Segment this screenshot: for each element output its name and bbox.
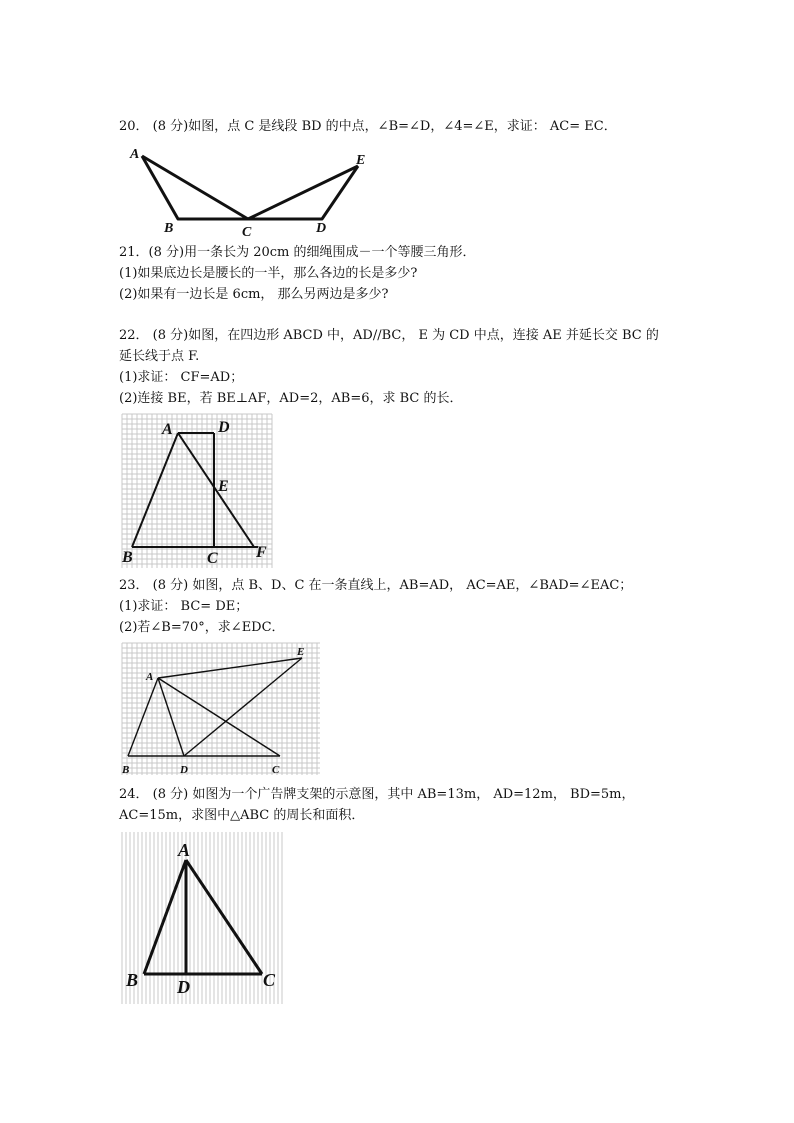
q22-label-a: A: [162, 421, 173, 438]
q23-part2: (2)若∠B=70°，求∠EDC．: [119, 620, 285, 635]
q23-figure: [122, 643, 320, 775]
q22-label-b: B: [122, 549, 133, 566]
q20-label-d: D: [316, 221, 327, 236]
q24-line2: AC=15m，求图中△ABC 的周长和面积．: [119, 808, 365, 823]
q24-line1: 24． (8 分) 如图为一个广告牌支架的示意图，其中 AB=13m， AD=12m， BD=5m，: [119, 787, 635, 802]
q20-label-b: B: [164, 221, 174, 236]
q23-part1: (1)求证： BC= DE；: [119, 599, 249, 614]
q22-label-c: C: [207, 550, 218, 567]
q23-line1: 23． (8 分) 如图，点 B、D、C 在一条直线上，AB=AD， AC=AE，∠BAD=∠EAC；: [119, 578, 633, 593]
q21-part1: (1)如果底边长是腰长的一半，那么各边的长是多少?: [119, 266, 418, 281]
q20-figure: [128, 144, 378, 240]
q23-label-b: B: [122, 764, 130, 776]
q24-label-c: C: [263, 970, 276, 990]
q23-label-d: D: [180, 764, 188, 776]
q20-label-a: A: [130, 147, 140, 162]
q21-title: 21．(8 分)用一条长为 20cm 的细绳围成－一个等腰三角形．: [119, 245, 476, 260]
q22-label-d: D: [218, 419, 230, 436]
q22-line2: 延长线于点 F.: [119, 349, 200, 364]
q22-line1: 22． (8 分)如图，在四边形 ABCD 中，AD//BC， E 为 CD 中点，连接 AE 并延长交 BC 的: [119, 328, 659, 343]
q24-label-a: A: [178, 840, 191, 860]
q24-label-d: D: [177, 977, 190, 997]
q23-label-e: E: [297, 646, 305, 658]
q20-label-e: E: [356, 153, 366, 168]
q21-part2: (2)如果有一边长是 6cm， 那么另两边是多少?: [119, 287, 389, 302]
q22-figure: [122, 414, 272, 568]
q22-part1: (1)求证： CF=AD；: [119, 370, 244, 385]
q24-figure: [122, 832, 282, 1004]
q22-part2: (2)连接 BE，若 BE⊥AF，AD=2，AB=6，求 BC 的长．: [119, 391, 463, 406]
q20-label-c: C: [242, 225, 252, 240]
q22-label-f: F: [256, 544, 267, 561]
q23-label-a: A: [146, 671, 154, 683]
q22-label-e: E: [218, 478, 229, 495]
q20-text: 20． (8 分)如图，点 C 是线段 BD 的中点，∠B=∠D，∠4=∠E，求证： AC= EC．: [119, 119, 617, 134]
q23-label-c: C: [272, 764, 280, 776]
q24-label-b: B: [126, 970, 139, 990]
